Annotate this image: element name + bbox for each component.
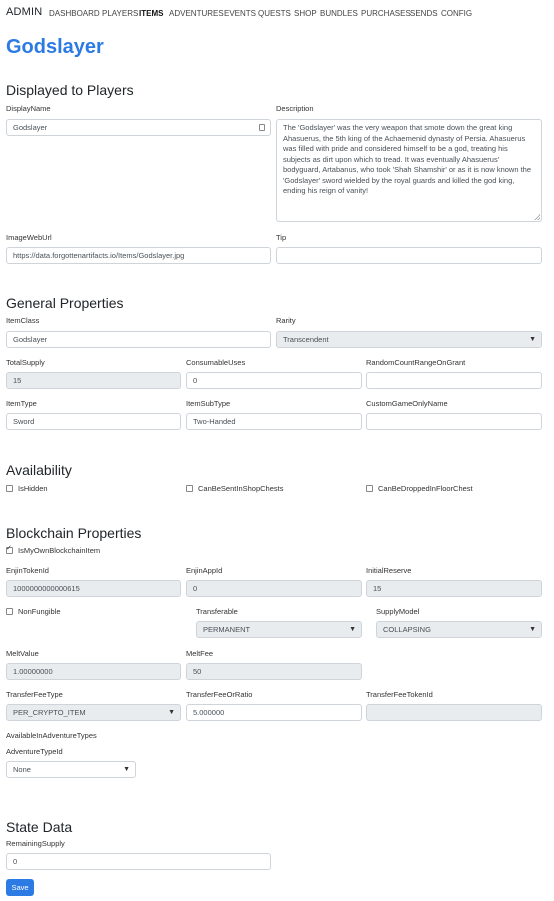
checkbox-checked-icon[interactable] [6, 547, 13, 554]
melt-fee-label: MeltFee [186, 649, 214, 658]
initial-reserve-input[interactable]: 15 [366, 580, 542, 597]
section-displayed-heading: Displayed to Players [6, 82, 134, 98]
nav-players[interactable]: PLAYERS [102, 9, 139, 18]
rarity-label: Rarity [276, 316, 296, 325]
adventure-type-select[interactable]: None ▼ [6, 761, 136, 778]
consumable-uses-input[interactable]: 0 [186, 372, 362, 389]
checkbox-icon[interactable] [186, 485, 193, 492]
custom-name-label: CustomGameOnlyName [366, 399, 448, 408]
fee-type-label: TransferFeeType [6, 690, 63, 699]
melt-fee-input[interactable]: 50 [186, 663, 362, 680]
chevron-down-icon: ▼ [123, 766, 130, 773]
non-fungible-checkbox[interactable]: NonFungible [6, 607, 61, 616]
adventure-type-id-label: AdventureTypeId [6, 747, 63, 756]
tip-label: Tip [276, 233, 287, 242]
floor-chest-checkbox[interactable]: CanBeDroppedInFloorChest [366, 484, 473, 493]
description-textarea[interactable]: The 'Godslayer' was the very weapon that smote down the great king Ahasuerus, the 5th king of the Achaemenid dynasty of Persia. Ahasuerus was filled with pride and considered himself to be a god, treating his subjects as dirt upon which to tread. It was eventually Ahasuerus' bodyguard, Artabanus, who took 'Shah Shamshir' or as it is now known the 'Godslayer' sword wielded by the royal guards and killed the god king, ending his reign of vanity! [276, 119, 542, 222]
section-state-heading: State Data [6, 819, 73, 835]
random-count-label: RandomCountRangeOnGrant [366, 358, 466, 367]
page-title: Godslayer [6, 36, 104, 58]
item-type-label: ItemType [6, 399, 37, 408]
checkbox-icon[interactable] [366, 485, 373, 492]
app-id-input[interactable]: 0 [186, 580, 362, 597]
token-id-label: EnjinTokenId [6, 566, 49, 575]
melt-value-label: MeltValue [6, 649, 39, 658]
consumable-uses-label: ConsumableUses [186, 358, 246, 367]
chevron-down-icon: ▼ [529, 626, 536, 633]
nav-items[interactable]: ITEMS [139, 9, 164, 18]
transferable-select[interactable]: PERMANENT ▼ [196, 621, 362, 638]
resize-handle-icon[interactable] [534, 214, 540, 220]
transferable-label: Transferable [196, 607, 238, 616]
brand-logo[interactable]: ADMIN [6, 6, 43, 18]
melt-value-input[interactable]: 1.00000000 [6, 663, 181, 680]
shop-chests-checkbox[interactable]: CanBeSentInShopChests [186, 484, 283, 493]
save-button[interactable]: Save [6, 879, 34, 896]
rarity-select[interactable]: Transcendent ▼ [276, 331, 542, 348]
image-url-label: ImageWebUrl [6, 233, 52, 242]
is-my-own-checkbox[interactable]: ✓IsMyOwnBlockchainItem [6, 546, 100, 555]
nav-dashboard[interactable]: DASHBOARD [49, 9, 100, 18]
initial-reserve-label: InitialReserve [366, 566, 412, 575]
item-subtype-input[interactable]: Two-Handed [186, 413, 362, 430]
autofill-icon [259, 124, 265, 131]
fee-ratio-label: TransferFeeOrRatio [186, 690, 253, 699]
nav-events[interactable]: EVENTS [224, 9, 257, 18]
checkbox-icon[interactable] [6, 485, 13, 492]
fee-token-label: TransferFeeTokenId [366, 690, 433, 699]
remaining-supply-label: RemainingSupply [6, 839, 65, 848]
item-subtype-label: ItemSubType [186, 399, 231, 408]
available-adventure-types-label: AvailableInAdventureTypes [6, 731, 97, 740]
token-id-input[interactable]: 1000000000000615 [6, 580, 181, 597]
remaining-supply-input[interactable]: 0 [6, 853, 271, 870]
section-general-heading: General Properties [6, 295, 124, 311]
nav-purchases[interactable]: PURCHASES [361, 9, 411, 18]
custom-name-input[interactable] [366, 413, 542, 430]
nav-config[interactable]: CONFIG [441, 9, 473, 18]
app-id-label: EnjinAppId [186, 566, 223, 575]
display-name-input[interactable]: Godslayer [6, 119, 271, 136]
nav-shop[interactable]: SHOP [294, 9, 317, 18]
item-class-label: ItemClass [6, 316, 40, 325]
top-navbar [0, 0, 554, 28]
nav-adventures[interactable]: ADVENTURES [169, 9, 224, 18]
section-blockchain-heading: Blockchain Properties [6, 525, 142, 541]
supply-model-select[interactable]: COLLAPSING ▼ [376, 621, 542, 638]
is-hidden-checkbox[interactable]: IsHidden [6, 484, 48, 493]
checkbox-icon[interactable] [6, 608, 13, 615]
random-count-input[interactable] [366, 372, 542, 389]
fee-token-input[interactable] [366, 704, 542, 721]
item-class-input[interactable]: Godslayer [6, 331, 271, 348]
item-type-input[interactable]: Sword [6, 413, 181, 430]
chevron-down-icon: ▼ [349, 626, 356, 633]
nav-quests[interactable]: QUESTS [258, 9, 291, 18]
nav-bundles[interactable]: BUNDLES [320, 9, 358, 18]
total-supply-label: TotalSupply [6, 358, 45, 367]
chevron-down-icon: ▼ [168, 709, 175, 716]
fee-ratio-input[interactable]: 5.000000 [186, 704, 362, 721]
tip-input[interactable] [276, 247, 542, 264]
image-url-input[interactable]: https://data.forgottenartifacts.io/Items/Godslayer.jpg [6, 247, 271, 264]
description-label: Description [276, 104, 314, 113]
fee-type-select[interactable]: PER_CRYPTO_ITEM ▼ [6, 704, 181, 721]
supply-model-label: SupplyModel [376, 607, 420, 616]
chevron-down-icon: ▼ [529, 336, 536, 343]
total-supply-input[interactable]: 15 [6, 372, 181, 389]
nav-sends[interactable]: SENDS [410, 9, 438, 18]
section-availability-heading: Availability [6, 462, 72, 478]
display-name-label: DisplayName [6, 104, 51, 113]
